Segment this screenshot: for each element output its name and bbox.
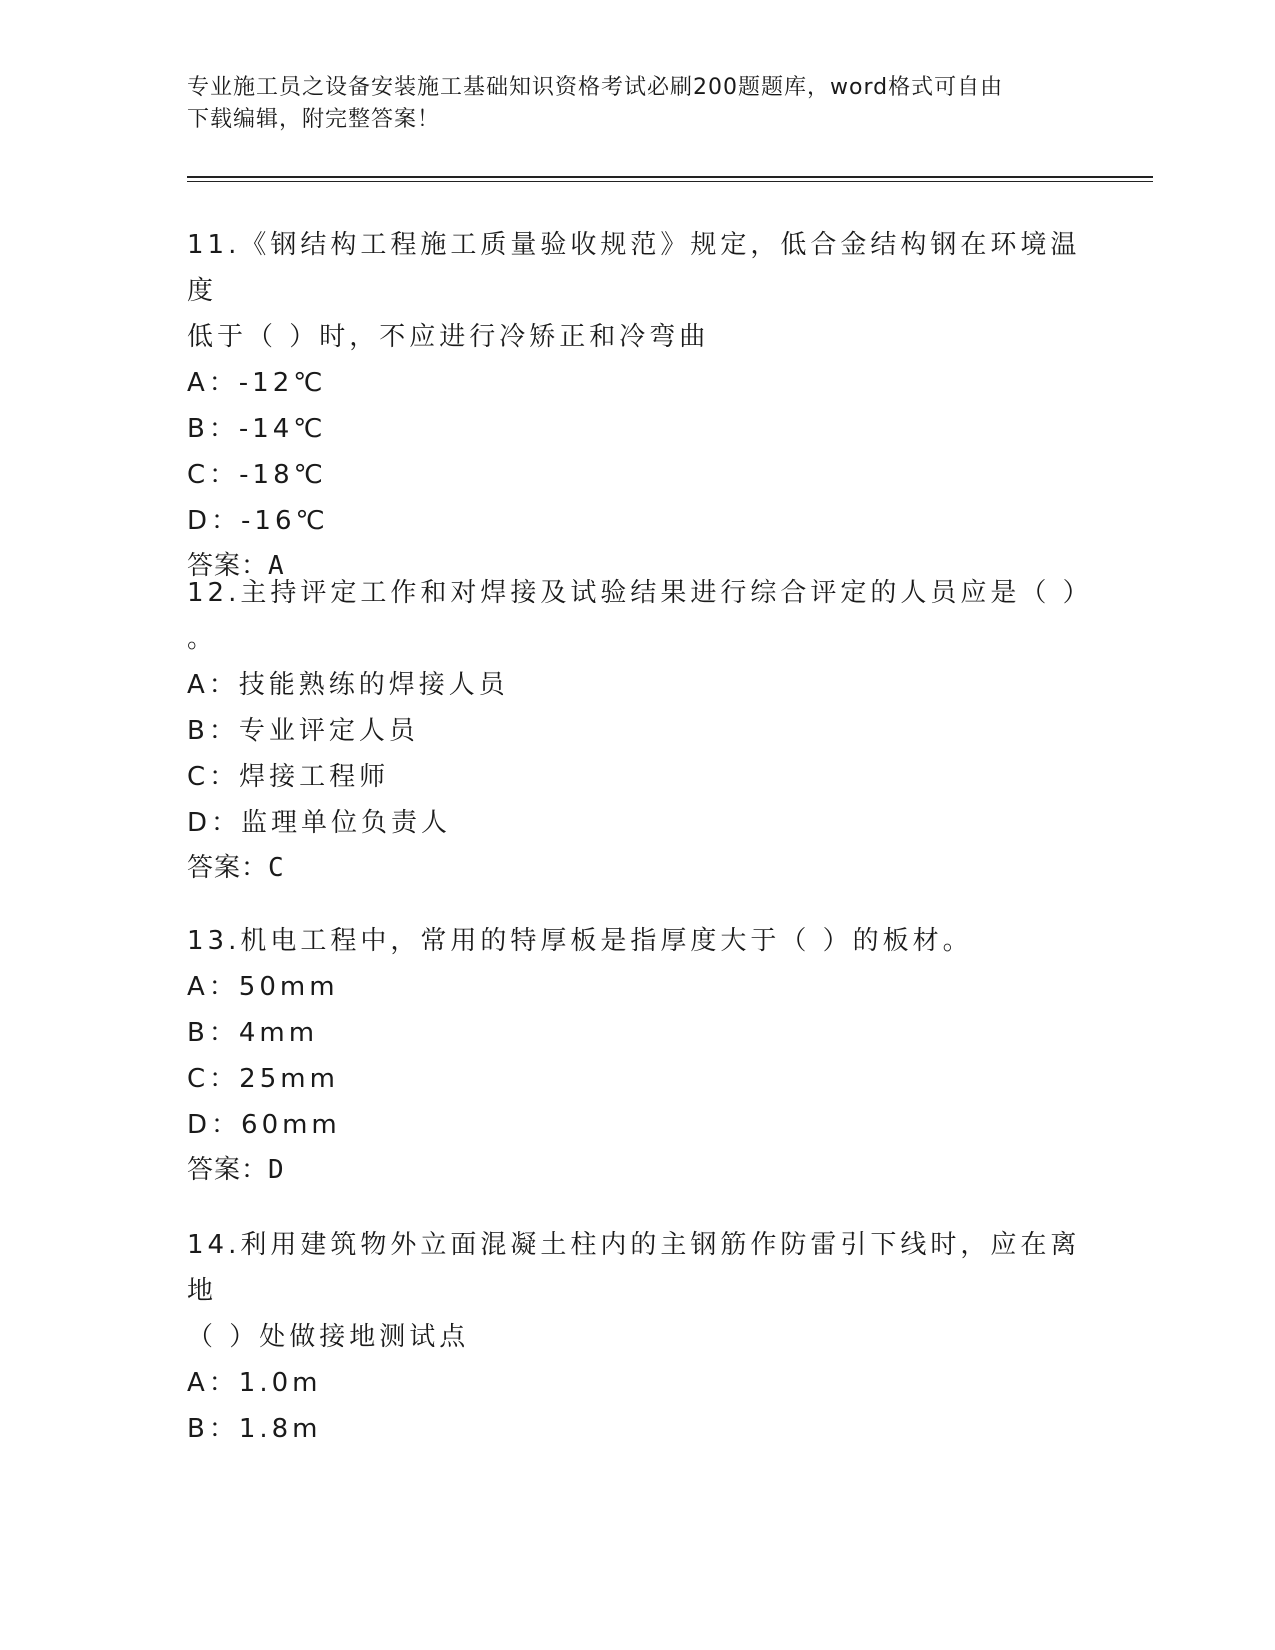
answer-line bbox=[187, 1148, 1087, 1192]
question-stem-cont: （ ）处做接地测试点 bbox=[187, 1322, 470, 1352]
option-d: D：监理单位负责人 bbox=[187, 808, 452, 838]
option-a: A：50mm bbox=[187, 972, 339, 1002]
option-b: B：专业评定人员 bbox=[187, 716, 419, 746]
question-11 bbox=[187, 222, 1087, 588]
question-stem-cont: 低于（ ）时，不应进行冷矫正和冷弯曲 bbox=[187, 322, 710, 352]
document-header bbox=[187, 72, 1067, 136]
answer-line bbox=[187, 846, 1087, 890]
question-stem-cont: 。 bbox=[187, 624, 218, 654]
question-stem: 14.利用建筑物外立面混凝土柱内的主钢筋作防雷引下线时，应在离地 bbox=[187, 1230, 1081, 1306]
question-12 bbox=[187, 570, 1093, 890]
answer-value: D bbox=[268, 1155, 285, 1185]
option-c: C：-18℃ bbox=[187, 460, 327, 490]
answer-label: 答案： bbox=[187, 853, 269, 883]
header-divider-thin bbox=[187, 181, 1153, 182]
question-13 bbox=[187, 918, 1087, 1192]
option-a: A：-12℃ bbox=[187, 368, 327, 398]
option-a: A：1.0m bbox=[187, 1368, 322, 1398]
question-stem: 12.主持评定工作和对焊接及试验结果进行综合评定的人员应是（ ） bbox=[187, 578, 1093, 608]
answer-value: C bbox=[268, 853, 285, 883]
header-line-2: 下载编辑，附完整答案！ bbox=[187, 107, 441, 132]
option-c: C：25mm bbox=[187, 1064, 339, 1094]
option-d: D：60mm bbox=[187, 1110, 341, 1140]
question-stem: 13.机电工程中，常用的特厚板是指厚度大于（ ）的板材。 bbox=[187, 926, 973, 956]
question-stem: 11.《钢结构工程施工质量验收规范》规定，低合金结构钢在环境温度 bbox=[187, 230, 1081, 306]
answer-label: 答案： bbox=[187, 1155, 269, 1185]
header-divider bbox=[187, 176, 1153, 178]
option-b: B：4mm bbox=[187, 1018, 319, 1048]
answer-value: A bbox=[268, 551, 285, 581]
option-b: B：1.8m bbox=[187, 1414, 322, 1444]
answer-label: 答案： bbox=[187, 551, 269, 581]
option-c: C：焊接工程师 bbox=[187, 762, 390, 792]
question-14 bbox=[187, 1222, 1087, 1452]
option-a: A：技能熟练的焊接人员 bbox=[187, 670, 509, 700]
option-b: B：-14℃ bbox=[187, 414, 327, 444]
header-line-1: 专业施工员之设备安装施工基础知识资格考试必刷200题题库，word格式可自由 bbox=[187, 75, 1004, 100]
option-d: D：-16℃ bbox=[187, 506, 329, 536]
